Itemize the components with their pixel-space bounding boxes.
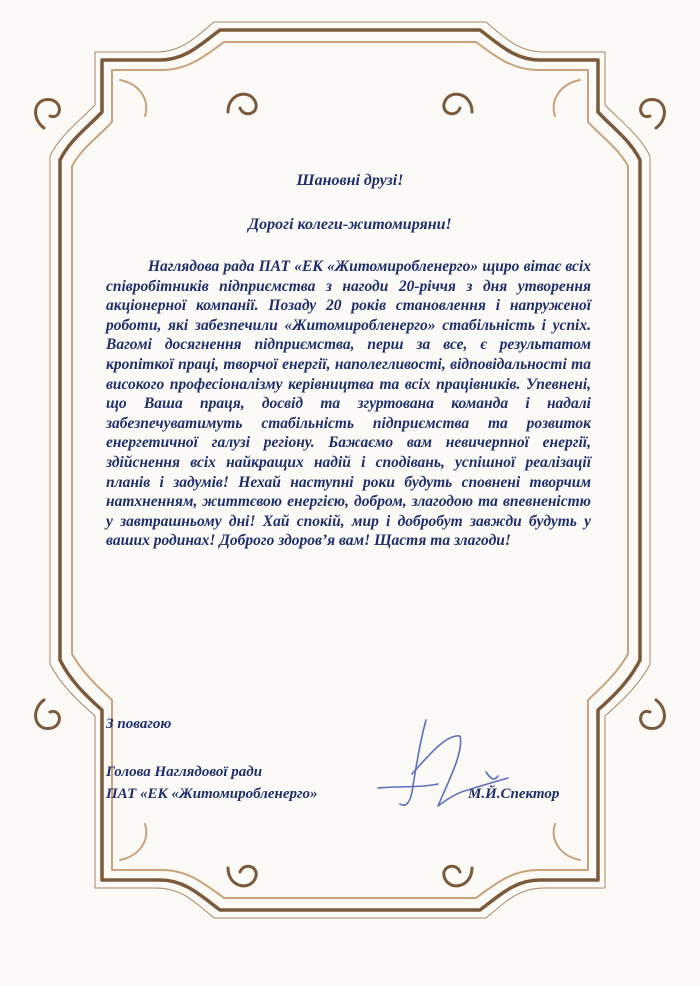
ornament-left-upper: [36, 100, 60, 128]
greeting-colleagues: Дорогі колеги-житомиряни!: [248, 216, 452, 233]
ornament-curl-bottom-right: [554, 824, 580, 860]
ornament-curl-top-left: [120, 80, 146, 116]
handwritten-signature: [368, 712, 528, 832]
ornament-bottom-left: [228, 866, 256, 886]
ornament-bottom-right: [444, 866, 472, 886]
ornament-curl-top-right: [554, 80, 580, 116]
closing-regards: З повагою: [106, 716, 172, 732]
ornament-curl-bottom-left: [120, 824, 146, 860]
signatory-title-line-2: ПАТ «ЕК «Житомиробленерго»: [106, 786, 318, 802]
greeting-friends: Шановні друзі!: [296, 172, 404, 189]
signatory-name: М.Й.Спектор: [468, 786, 560, 802]
ornament-top-left: [228, 94, 256, 114]
signatory-title-line-1: Голова Наглядової ради: [106, 764, 263, 780]
ornament-right-lower: [641, 700, 665, 728]
ornament-top-right: [444, 94, 472, 114]
ornament-right-upper: [641, 100, 665, 128]
letter-body: Наглядова рада ПАТ «ЕК «Житомиробленерго» щиро вітає всіх співробітників підприємства з нагоди 20-річчя з дня утворення акціонерної компанії. Позаду 20 років становлення і напруженої роботи, які забезпечили «Житомиробленерго» стабільність і успіх. Вагомі досягнення підприємства, перш за все, є результатом кропіткої праці, творчої енергії, наполегливості, відповідальності та високого професіоналізму керівництва та всіх працівників. Упевнені, що Ваша праця, досвід та згуртована команда і надалі забезпечуватимуть стабільність підприємства та розвиток енергетичної галузі регіону. Бажаємо вам невичерпної енергії, здійснення всіх найкращих надій і сподівань, успішної реалізації планів і задумів! Нехай наступні роки будуть сповнені творчим натхненням, життєвою енергією, добром, злагодою та впевненістю у завтрашньому дні! Хай спокій, мир і добробут завжди будуть у ваших родинах! Доброго здоров’я вам! Щастя та злагоди!: [106, 258, 591, 550]
ornament-left-lower: [36, 700, 60, 728]
